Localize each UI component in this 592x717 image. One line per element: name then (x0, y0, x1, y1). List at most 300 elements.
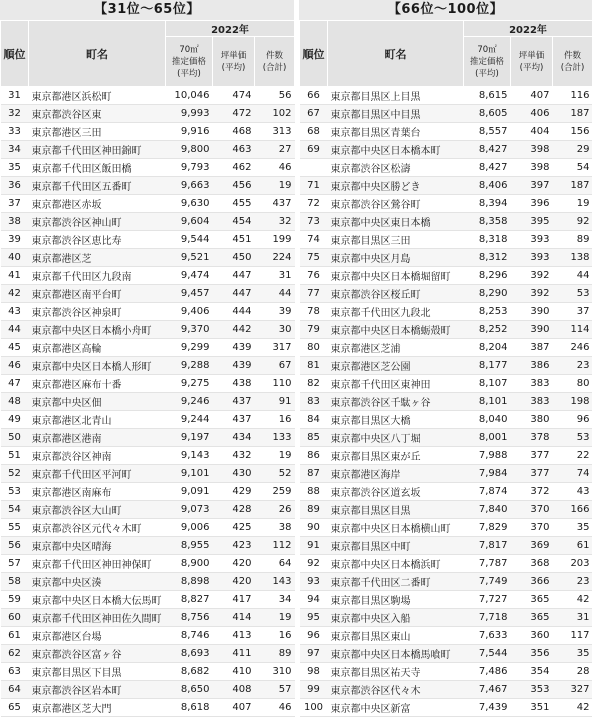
town-cell: 東京都渋谷区道玄坂 (328, 483, 464, 501)
rank-cell: 40 (1, 249, 29, 267)
price70-cell: 9,101 (166, 465, 213, 483)
price70-cell: 9,800 (166, 141, 213, 159)
rank-cell: 83 (300, 393, 328, 411)
tsubo-price-cell: 472 (213, 105, 255, 123)
rank-cell: 99 (300, 681, 328, 699)
tsubo-price-cell: 428 (213, 501, 255, 519)
rank-cell (300, 159, 328, 177)
table-row (300, 501, 592, 519)
price70-cell: 9,544 (166, 231, 213, 249)
price70-cell: 7,486 (464, 663, 511, 681)
rank-cell: 60 (1, 609, 29, 627)
tsubo-price-cell: 455 (213, 195, 255, 213)
tsubo-price-cell: 447 (213, 267, 255, 285)
count-cell: 31 (255, 267, 295, 285)
rank-cell: 48 (1, 393, 29, 411)
town-cell: 東京都渋谷区東 (29, 105, 166, 123)
town-cell: 東京都渋谷区代々木 (328, 681, 464, 699)
tsubo-price-cell: 390 (511, 303, 553, 321)
count-header: 件数 (合計) (255, 37, 295, 87)
price70-cell: 8,107 (464, 375, 511, 393)
town-cell: 東京都港区南平台町 (29, 285, 166, 303)
tsubo-price-header: 坪単価 (平均) (213, 37, 255, 87)
count-cell: 38 (255, 519, 295, 537)
table-row (300, 627, 592, 645)
count-cell: 52 (255, 465, 295, 483)
count-cell: 53 (553, 285, 592, 303)
count-cell: 35 (553, 645, 592, 663)
price70-cell: 9,604 (166, 213, 213, 231)
tsubo-price-cell: 365 (511, 609, 553, 627)
rank-cell: 78 (300, 303, 328, 321)
table-row (1, 573, 295, 591)
price70-cell: 9,457 (166, 285, 213, 303)
rank-cell: 52 (1, 465, 29, 483)
town-cell: 東京都千代田区神田錦町 (29, 141, 166, 159)
table-row (1, 339, 295, 357)
rank-cell: 67 (300, 105, 328, 123)
price70-cell: 8,290 (464, 285, 511, 303)
rank-cell: 95 (300, 609, 328, 627)
count-cell: 317 (255, 339, 295, 357)
town-cell: 東京都港区芝浦 (328, 339, 464, 357)
town-cell: 東京都渋谷区鶯谷町 (328, 195, 464, 213)
town-cell: 東京都中央区佃 (29, 393, 166, 411)
rank-cell: 36 (1, 177, 29, 195)
rank-cell: 31 (1, 87, 29, 105)
table-row (1, 123, 295, 141)
price70-cell: 8,406 (464, 177, 511, 195)
rank-cell: 74 (300, 231, 328, 249)
town-cell: 東京都中央区日本橋蛎殻町 (328, 321, 464, 339)
count-cell: 42 (553, 699, 592, 717)
rank-cell: 35 (1, 159, 29, 177)
tsubo-price-cell: 370 (511, 501, 553, 519)
count-cell: 54 (553, 159, 592, 177)
tsubo-price-cell: 462 (213, 159, 255, 177)
table-row (1, 267, 295, 285)
tsubo-price-cell: 450 (213, 249, 255, 267)
town-cell: 東京都目黒区東が丘 (328, 447, 464, 465)
rank-cell: 76 (300, 267, 328, 285)
town-cell: 東京都渋谷区富ヶ谷 (29, 645, 166, 663)
table-row (1, 159, 295, 177)
price70-cell: 9,244 (166, 411, 213, 429)
price70-cell: 8,001 (464, 429, 511, 447)
count-cell: 133 (255, 429, 295, 447)
count-cell: 80 (553, 375, 592, 393)
town-cell: 東京都中央区日本橋小舟町 (29, 321, 166, 339)
rank-cell: 89 (300, 501, 328, 519)
table-row (1, 375, 295, 393)
town-cell: 東京都中央区新富 (328, 699, 464, 717)
rank-cell: 92 (300, 555, 328, 573)
tsubo-price-cell: 437 (213, 411, 255, 429)
rank-cell: 34 (1, 141, 29, 159)
tsubo-price-cell: 372 (511, 483, 553, 501)
tsubo-price-cell: 365 (511, 591, 553, 609)
tsubo-price-cell: 429 (213, 483, 255, 501)
tsubo-price-cell: 407 (511, 87, 553, 105)
tsubo-price-cell: 393 (511, 231, 553, 249)
price70-cell: 7,544 (464, 645, 511, 663)
count-cell: 46 (255, 159, 295, 177)
price70-cell: 9,663 (166, 177, 213, 195)
table-row (300, 393, 592, 411)
town-cell: 東京都千代田区平河町 (29, 465, 166, 483)
tsubo-price-cell: 383 (511, 375, 553, 393)
price70-cell: 8,296 (464, 267, 511, 285)
rank-cell: 45 (1, 339, 29, 357)
rank-cell: 88 (300, 483, 328, 501)
count-cell: 102 (255, 105, 295, 123)
tsubo-price-cell: 354 (511, 663, 553, 681)
count-cell: 203 (553, 555, 592, 573)
tsubo-price-cell: 351 (511, 699, 553, 717)
count-cell: 34 (255, 591, 295, 609)
price70-cell: 8,756 (166, 609, 213, 627)
tsubo-price-cell: 407 (213, 699, 255, 717)
tsubo-price-cell: 439 (213, 339, 255, 357)
price70-cell: 7,984 (464, 465, 511, 483)
tsubo-price-cell: 390 (511, 321, 553, 339)
table-row (300, 213, 592, 231)
tsubo-price-cell: 437 (213, 393, 255, 411)
rank-cell: 37 (1, 195, 29, 213)
price70-cell: 8,615 (464, 87, 511, 105)
town-cell: 東京都中央区湊 (29, 573, 166, 591)
town-cell: 東京都渋谷区桜丘町 (328, 285, 464, 303)
rank-cell: 93 (300, 573, 328, 591)
rank-cell: 65 (1, 699, 29, 717)
table-row (300, 231, 592, 249)
tsubo-price-cell: 377 (511, 447, 553, 465)
table-row (1, 501, 295, 519)
count-cell: 23 (553, 357, 592, 375)
count-cell: 67 (255, 357, 295, 375)
tsubo-price-cell: 368 (511, 555, 553, 573)
town-cell: 東京都港区芝 (29, 249, 166, 267)
count-cell: 56 (255, 87, 295, 105)
count-cell: 46 (255, 699, 295, 717)
town-cell: 東京都渋谷区松濤 (328, 159, 464, 177)
price70-cell: 8,312 (464, 249, 511, 267)
town-cell: 東京都中央区勝どき (328, 177, 464, 195)
rank-cell: 96 (300, 627, 328, 645)
town-cell: 東京都目黒区目黒 (328, 501, 464, 519)
town-cell: 東京都港区海岸 (328, 465, 464, 483)
rank-cell: 94 (300, 591, 328, 609)
table-row (300, 249, 592, 267)
table-row (1, 249, 295, 267)
town-cell: 東京都渋谷区神山町 (29, 213, 166, 231)
rank-cell: 38 (1, 213, 29, 231)
price70-cell: 7,633 (464, 627, 511, 645)
price70-cell: 7,749 (464, 573, 511, 591)
rank-cell: 58 (1, 573, 29, 591)
count-cell: 96 (553, 411, 592, 429)
table-row (300, 339, 592, 357)
tsubo-price-cell: 404 (511, 123, 553, 141)
town-cell: 東京都千代田区五番町 (29, 177, 166, 195)
table-row (300, 357, 592, 375)
tsubo-price-cell: 451 (213, 231, 255, 249)
price70-cell: 7,840 (464, 501, 511, 519)
rank-cell: 64 (1, 681, 29, 699)
price70-cell: 8,898 (166, 573, 213, 591)
rank-cell: 91 (300, 537, 328, 555)
table-row (1, 177, 295, 195)
tsubo-price-cell: 360 (511, 627, 553, 645)
tsubo-price-cell: 438 (213, 375, 255, 393)
count-cell: 28 (553, 663, 592, 681)
town-header: 町名 (328, 21, 464, 87)
town-cell: 東京都中央区日本橋大伝馬町 (29, 591, 166, 609)
town-cell: 東京都目黒区東山 (328, 627, 464, 645)
count-cell: 16 (255, 627, 295, 645)
price70-cell: 8,177 (464, 357, 511, 375)
count-cell: 91 (255, 393, 295, 411)
price70-cell: 9,197 (166, 429, 213, 447)
year-header: 2022年 (464, 21, 592, 37)
town-cell: 東京都港区港南 (29, 429, 166, 447)
town-cell: 東京都中央区日本橋人形町 (29, 357, 166, 375)
tsubo-price-cell: 442 (213, 321, 255, 339)
price70-cell: 10,046 (166, 87, 213, 105)
table-row (300, 321, 592, 339)
town-cell: 東京都中央区日本橋浜町 (328, 555, 464, 573)
count-cell: 35 (553, 519, 592, 537)
tsubo-price-cell: 456 (213, 177, 255, 195)
table-row (300, 591, 592, 609)
price70-cell: 8,427 (464, 141, 511, 159)
count-cell: 138 (553, 249, 592, 267)
rank-cell: 80 (300, 339, 328, 357)
price70-cell: 9,370 (166, 321, 213, 339)
price70-cell: 8,900 (166, 555, 213, 573)
tsubo-price-cell: 411 (213, 645, 255, 663)
count-cell: 64 (255, 555, 295, 573)
table-row (300, 429, 592, 447)
count-cell: 39 (255, 303, 295, 321)
table-row (1, 303, 295, 321)
table-row (1, 519, 295, 537)
ranking-table (299, 20, 592, 717)
count-cell: 327 (553, 681, 592, 699)
count-cell: 166 (553, 501, 592, 519)
count-cell: 110 (255, 375, 295, 393)
town-cell: 東京都渋谷区千駄ヶ谷 (328, 393, 464, 411)
town-cell: 東京都目黒区大橋 (328, 411, 464, 429)
price70-cell: 9,630 (166, 195, 213, 213)
price70-cell: 8,253 (464, 303, 511, 321)
tsubo-price-header: 坪単価 (平均) (511, 37, 553, 87)
price70-cell: 9,916 (166, 123, 213, 141)
tsubo-price-cell: 439 (213, 357, 255, 375)
tsubo-price-cell: 393 (511, 249, 553, 267)
count-cell: 19 (553, 195, 592, 213)
town-cell: 東京都目黒区三田 (328, 231, 464, 249)
rank-cell: 75 (300, 249, 328, 267)
tsubo-price-cell: 423 (213, 537, 255, 555)
count-cell: 37 (553, 303, 592, 321)
table-row (1, 537, 295, 555)
table-row (1, 429, 295, 447)
price70-cell: 9,288 (166, 357, 213, 375)
town-cell: 東京都目黒区下目黒 (29, 663, 166, 681)
price70-cell: 9,091 (166, 483, 213, 501)
tsubo-price-cell: 432 (213, 447, 255, 465)
town-cell: 東京都千代田区九段南 (29, 267, 166, 285)
count-cell: 19 (255, 177, 295, 195)
tsubo-price-cell: 398 (511, 159, 553, 177)
rank-cell: 41 (1, 267, 29, 285)
table-row (300, 573, 592, 591)
rank-cell: 44 (1, 321, 29, 339)
rank-cell: 69 (300, 141, 328, 159)
price70-cell: 8,618 (166, 699, 213, 717)
town-cell: 東京都港区芝大門 (29, 699, 166, 717)
town-cell: 東京都中央区入船 (328, 609, 464, 627)
table-row (1, 213, 295, 231)
rank-cell: 63 (1, 663, 29, 681)
tsubo-price-cell: 369 (511, 537, 553, 555)
count-cell: 31 (553, 609, 592, 627)
tsubo-price-cell: 413 (213, 627, 255, 645)
price70-cell: 8,101 (464, 393, 511, 411)
tsubo-price-cell: 395 (511, 213, 553, 231)
tsubo-price-cell: 414 (213, 609, 255, 627)
count-cell: 89 (553, 231, 592, 249)
price70-cell: 8,955 (166, 537, 213, 555)
price70-cell: 7,439 (464, 699, 511, 717)
rank-cell: 90 (300, 519, 328, 537)
ranking-panel-right (299, 0, 592, 717)
price70-cell: 9,299 (166, 339, 213, 357)
tsubo-price-cell: 468 (213, 123, 255, 141)
tsubo-price-cell: 353 (511, 681, 553, 699)
tsubo-price-cell: 392 (511, 285, 553, 303)
count-cell: 44 (255, 285, 295, 303)
price70-cell: 8,394 (464, 195, 511, 213)
town-cell: 東京都目黒区中町 (328, 537, 464, 555)
rank-cell: 47 (1, 375, 29, 393)
table-row (1, 231, 295, 249)
count-cell: 22 (553, 447, 592, 465)
town-cell: 東京都千代田区飯田橋 (29, 159, 166, 177)
price70-cell: 9,073 (166, 501, 213, 519)
price70-cell: 7,988 (464, 447, 511, 465)
price70-cell: 9,993 (166, 105, 213, 123)
rank-cell: 77 (300, 285, 328, 303)
table-row (300, 447, 592, 465)
rank-header: 順位 (300, 21, 328, 87)
town-cell: 東京都中央区日本橋横山町 (328, 519, 464, 537)
town-cell: 東京都目黒区駒場 (328, 591, 464, 609)
count-cell: 27 (255, 141, 295, 159)
price70-cell: 9,406 (166, 303, 213, 321)
price70-cell: 8,252 (464, 321, 511, 339)
town-cell: 東京都渋谷区岩本町 (29, 681, 166, 699)
rank-cell: 39 (1, 231, 29, 249)
table-row (300, 663, 592, 681)
count-cell: 26 (255, 501, 295, 519)
town-cell: 東京都港区台場 (29, 627, 166, 645)
count-cell: 44 (553, 267, 592, 285)
count-cell: 74 (553, 465, 592, 483)
rank-cell: 81 (300, 357, 328, 375)
town-cell: 東京都千代田区二番町 (328, 573, 464, 591)
price70-cell: 8,827 (166, 591, 213, 609)
rank-cell: 87 (300, 465, 328, 483)
rank-cell: 85 (300, 429, 328, 447)
tsubo-price-cell: 406 (511, 105, 553, 123)
tsubo-price-cell: 408 (213, 681, 255, 699)
count-header: 件数 (合計) (553, 37, 592, 87)
town-cell: 東京都中央区八丁堀 (328, 429, 464, 447)
table-row (1, 627, 295, 645)
town-cell: 東京都中央区月島 (328, 249, 464, 267)
tsubo-price-cell: 392 (511, 267, 553, 285)
price70-cell: 8,746 (166, 627, 213, 645)
ranking-table (0, 20, 295, 717)
price70-cell: 9,474 (166, 267, 213, 285)
rank-header: 順位 (1, 21, 29, 87)
rank-cell: 100 (300, 699, 328, 717)
tsubo-price-cell: 356 (511, 645, 553, 663)
rank-cell: 79 (300, 321, 328, 339)
tsubo-price-cell: 454 (213, 213, 255, 231)
town-cell: 東京都港区高輪 (29, 339, 166, 357)
count-cell: 42 (553, 591, 592, 609)
price70-cell: 7,467 (464, 681, 511, 699)
town-cell: 東京都中央区日本橋馬喰町 (328, 645, 464, 663)
count-cell: 313 (255, 123, 295, 141)
table-row (1, 447, 295, 465)
rank-cell: 62 (1, 645, 29, 663)
table-row (1, 555, 295, 573)
table-row (1, 645, 295, 663)
table-row (300, 195, 592, 213)
count-cell: 143 (255, 573, 295, 591)
count-cell: 187 (553, 105, 592, 123)
tsubo-price-cell: 430 (213, 465, 255, 483)
tsubo-price-cell: 444 (213, 303, 255, 321)
price70-cell: 8,358 (464, 213, 511, 231)
count-cell: 246 (553, 339, 592, 357)
rank-cell: 56 (1, 537, 29, 555)
tsubo-price-cell: 463 (213, 141, 255, 159)
tsubo-price-cell: 370 (511, 519, 553, 537)
table-row (300, 105, 592, 123)
count-cell: 156 (553, 123, 592, 141)
rank-cell: 53 (1, 483, 29, 501)
table-row (300, 267, 592, 285)
table-row (1, 105, 295, 123)
price70-cell: 9,275 (166, 375, 213, 393)
table-row (1, 663, 295, 681)
tsubo-price-cell: 366 (511, 573, 553, 591)
tsubo-price-cell: 397 (511, 177, 553, 195)
table-row (300, 375, 592, 393)
table-row (300, 285, 592, 303)
town-cell: 東京都渋谷区神泉町 (29, 303, 166, 321)
ranking-panel-left (0, 0, 294, 717)
rank-cell: 61 (1, 627, 29, 645)
count-cell: 310 (255, 663, 295, 681)
town-cell: 東京都港区赤坂 (29, 195, 166, 213)
rank-cell: 71 (300, 177, 328, 195)
